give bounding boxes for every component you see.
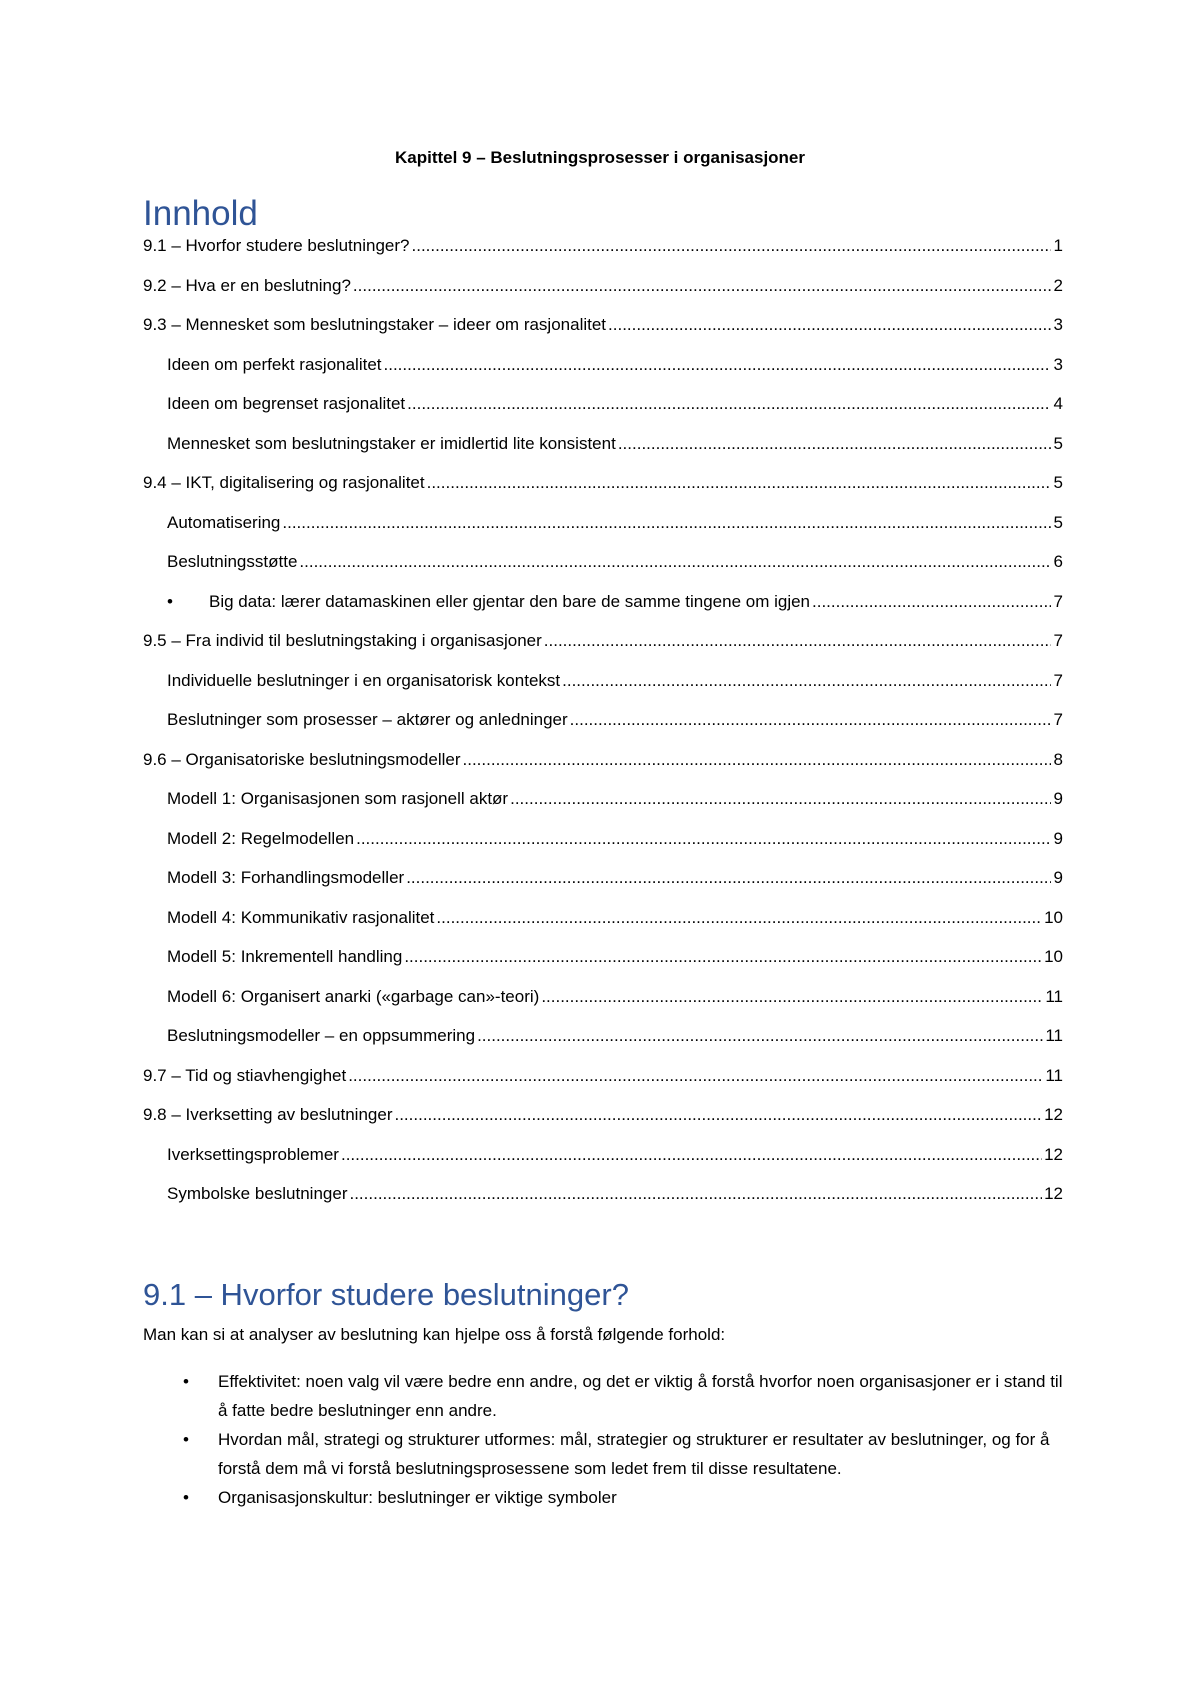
toc-entry-label: Modell 5: Inkrementell handling [167,947,403,966]
toc-dot-leader [349,1184,1042,1204]
toc-dot-leader [510,789,1051,809]
toc-entry[interactable] [143,513,1063,553]
toc-dot-leader [299,552,1051,572]
toc-dot-leader [544,631,1051,651]
toc-entry-label: Beslutningsmodeller – en oppsummering [167,1026,476,1045]
bullet-icon: • [183,1372,189,1391]
toc-page-number: 3 [1053,354,1063,374]
toc-entry[interactable] [143,276,1063,316]
toc-entry-label: Individuelle beslutninger i en organisatorisk kontekst [167,670,561,690]
toc-page-number: 7 [1053,710,1063,729]
toc-dot-leader [407,394,1051,414]
toc-page-number: 7 [1053,631,1063,650]
toc-page-number: 3 [1053,315,1063,334]
toc-dot-leader [404,947,1042,967]
table-of-contents [143,236,1063,1224]
toc-page-number: 11 [1045,986,1063,1006]
toc-page-number: 12 [1044,1144,1063,1164]
toc-page-number: 11 [1045,1065,1063,1085]
toc-entry-label: Automatisering [167,512,281,532]
toc-entry-label: Modell 3: Forhandlingsmodeller [167,868,405,887]
toc-page-number: 8 [1053,749,1063,769]
toc-page-number: 6 [1053,552,1063,571]
toc-entry[interactable] [143,710,1063,750]
toc-entry[interactable] [143,947,1063,987]
toc-entry[interactable] [143,789,1063,829]
toc-page-number: 5 [1053,473,1063,492]
toc-dot-leader [570,710,1051,730]
list-item-text: Effektivitet: noen valg vil være bedre enn andre, og det er viktig å forstå hvorfor noen organisasjoner er i stand til å fatte bedre beslutninger enn andre. [218,1372,1063,1420]
section-heading: 9.1 – Hvorfor studere beslutninger? [143,1277,629,1312]
toc-entry[interactable] [143,592,1063,632]
toc-dot-leader [541,987,1043,1007]
toc-dot-leader [436,908,1042,928]
toc-page-number: 2 [1053,275,1063,295]
toc-page-number: 9 [1053,789,1063,808]
toc-entry-label: 9.6 – Organisatoriske beslutningsmodeller [143,749,461,769]
toc-entry[interactable] [143,987,1063,1027]
bullet-icon: • [167,591,173,611]
toc-dot-leader [463,750,1051,770]
toc-entry[interactable] [143,236,1063,276]
toc-entry[interactable] [143,434,1063,474]
toc-page-number: 12 [1044,1105,1063,1124]
document-title: Kapittel 9 – Beslutningsprosesser i organisasjoner [394,148,806,167]
toc-page-number: 11 [1045,1026,1063,1045]
toc-dot-leader [608,315,1051,335]
toc-dot-leader [812,592,1051,612]
section-bullet-list [143,1367,1063,1512]
toc-page-number: 7 [1053,670,1063,690]
toc-entry[interactable] [143,1026,1063,1066]
toc-entry-label: 9.7 – Tid og stiavhengighet [143,1065,347,1085]
toc-entry[interactable] [143,1066,1063,1106]
toc-page-number: 1 [1053,236,1063,255]
toc-entry[interactable] [143,631,1063,671]
toc-entry[interactable] [143,750,1063,790]
toc-page-number: 7 [1053,591,1063,611]
toc-entry-label: 9.3 – Mennesket som beslutningstaker – ideer om rasjonalitet [143,315,607,334]
toc-page-number: 9 [1053,868,1063,887]
list-item [143,1483,1063,1512]
toc-entry-label: Mennesket som beslutningstaker er imidlertid lite konsistent [167,433,616,453]
toc-entry[interactable] [143,1105,1063,1145]
toc-entry-label: Ideen om begrenset rasjonalitet [167,394,406,413]
bullet-icon: • [183,1488,189,1507]
toc-page-number: 5 [1053,512,1063,532]
toc-entry[interactable] [143,394,1063,434]
toc-dot-leader [341,1145,1042,1165]
toc-entry-label: Modell 4: Kommunikativ rasjonalitet [167,907,435,927]
toc-dot-leader [353,276,1051,296]
toc-heading: Innhold [143,194,258,233]
toc-dot-leader [348,1066,1043,1086]
toc-entry-label: 9.4 – IKT, digitalisering og rasjonalitet [143,473,425,492]
toc-entry-label: 9.8 – Iverksetting av beslutninger [143,1105,393,1124]
toc-entry-label: Iverksettingsproblemer [167,1144,339,1164]
toc-dot-leader [427,473,1051,493]
toc-dot-leader [282,513,1051,533]
toc-entry-label: Ideen om perfekt rasjonalitet [167,354,382,374]
toc-dot-leader [384,355,1051,375]
list-item-text: Hvordan mål, strategi og strukturer utformes: mål, strategier og strukturer er resultater av beslutninger, og for å forstå dem må vi forstå beslutningsprosessene som ledet frem til disse resultatene. [218,1430,1050,1478]
toc-entry[interactable] [143,1184,1063,1224]
toc-dot-leader [412,236,1052,256]
toc-dot-leader [477,1026,1043,1046]
toc-page-number: 10 [1044,947,1063,966]
toc-entry[interactable] [143,473,1063,513]
toc-entry[interactable] [143,908,1063,948]
list-item-text: Organisasjonskultur: beslutninger er viktige symboler [218,1488,617,1507]
toc-dot-leader [356,829,1051,849]
toc-entry[interactable] [143,829,1063,869]
toc-page-number: 10 [1044,907,1063,927]
toc-entry-label: Beslutningsstøtte [167,552,298,571]
toc-entry-label: Symbolske beslutninger [167,1184,348,1203]
toc-entry-label: Beslutninger som prosesser – aktører og anledninger [167,710,568,729]
toc-page-number: 12 [1044,1184,1063,1203]
toc-entry[interactable] [143,552,1063,592]
toc-entry[interactable] [143,1145,1063,1185]
list-item [143,1425,1063,1483]
toc-page-number: 5 [1053,433,1063,453]
toc-entry-label: 9.1 – Hvorfor studere beslutninger? [143,236,410,255]
toc-page-number: 9 [1053,828,1063,848]
toc-entry[interactable] [143,671,1063,711]
toc-dot-leader [406,868,1051,888]
section-intro: Man kan si at analyser av beslutning kan hjelpe oss å forstå følgende forhold: [143,1325,726,1344]
toc-dot-leader [618,434,1051,454]
toc-entry-label: Modell 2: Regelmodellen [167,828,355,848]
toc-entry[interactable] [143,355,1063,395]
list-item [143,1367,1063,1425]
toc-entry[interactable] [143,315,1063,355]
toc-entry[interactable] [143,868,1063,908]
toc-dot-leader [562,671,1051,691]
toc-dot-leader [394,1105,1042,1125]
toc-entry-label: Big data: lærer datamaskinen eller gjentar den bare de samme tingene om igjen [209,591,811,611]
toc-entry-label: Modell 6: Organisert anarki («garbage can»-teori) [167,986,540,1006]
toc-entry-label: Modell 1: Organisasjonen som rasjonell aktør [167,789,509,808]
bullet-icon: • [183,1430,189,1449]
toc-entry-label: 9.5 – Fra individ til beslutningstaking i organisasjoner [143,631,542,650]
toc-entry-label: 9.2 – Hva er en beslutning? [143,275,351,295]
toc-page-number: 4 [1053,394,1063,413]
